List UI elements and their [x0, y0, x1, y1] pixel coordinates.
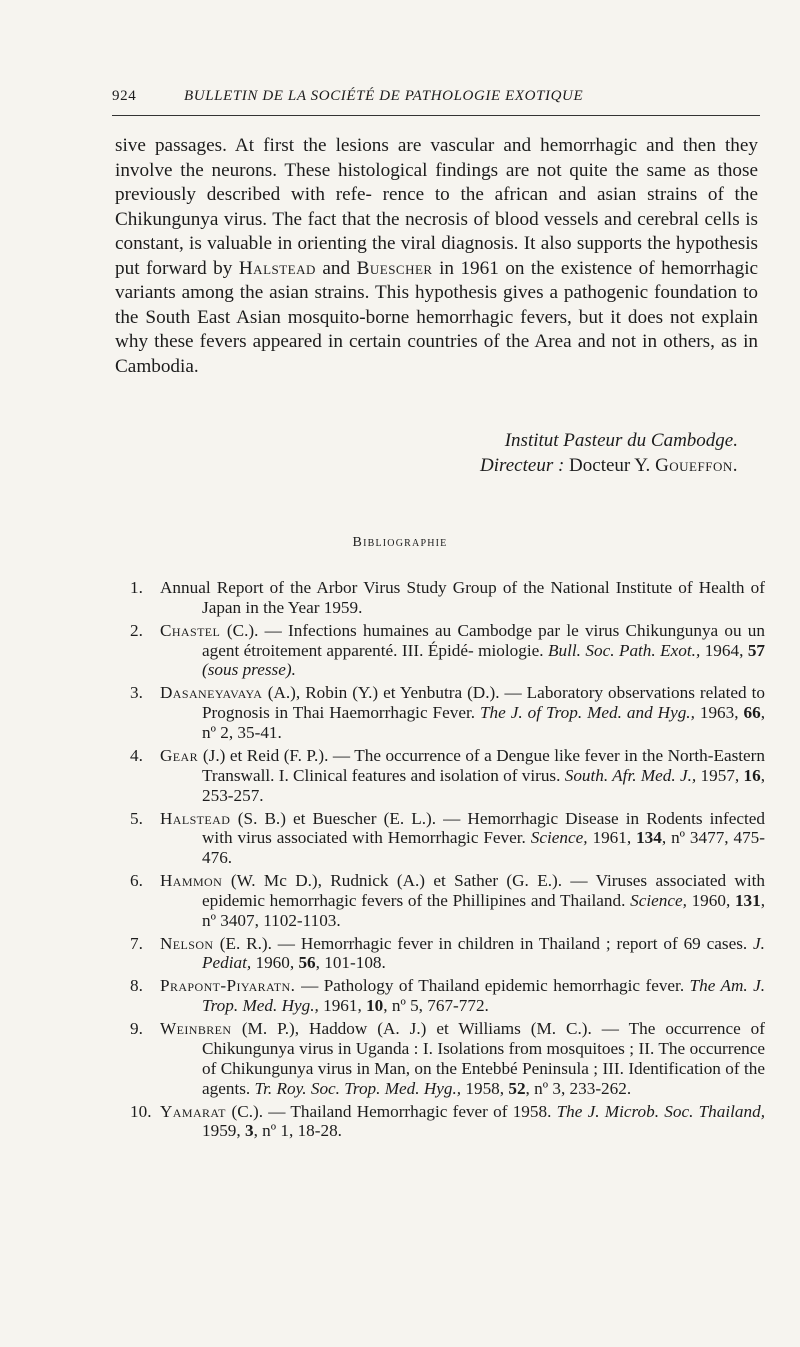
entry-content	[160, 746, 765, 805]
entry-authors: Hammon	[160, 871, 231, 891]
entry-volume: 52	[508, 1078, 526, 1098]
entry-journal: J. Pediat,	[202, 933, 765, 973]
entry-content	[160, 934, 765, 973]
entry-volume: 16	[743, 765, 761, 785]
entry-journal: The J. Microb. Soc. Thailand,	[556, 1101, 765, 1121]
entry-authors: Weinbren	[160, 1019, 242, 1039]
entry-content	[160, 1102, 765, 1141]
bibliography-entry	[110, 976, 765, 1016]
entry-volume: 57	[747, 640, 766, 660]
entry-authors: Chastel	[160, 620, 227, 640]
entry-number: 3.	[130, 683, 143, 703]
entry-volume: 10	[366, 996, 384, 1016]
entry-journal: South. Afr. Med. J.,	[564, 765, 701, 785]
entry-pages: , nº 1, 18-28.	[253, 1121, 342, 1141]
entry-authors: Halstead	[160, 808, 238, 828]
bibliography-entry	[110, 809, 765, 868]
bibliography-entry	[110, 1102, 765, 1142]
signature-person-name: Goueffon.	[655, 455, 738, 476]
entry-journal: Science,	[530, 828, 593, 848]
bibliography-entry	[110, 578, 765, 618]
entry-text: (W. Mc D.), Rudnick (A.) et Sather (G. E.). — Viruses associated with epidemic hemorrhagic fevers of the Phillipines and Thailand.	[202, 871, 765, 910]
entry-year: 1959,	[202, 1121, 245, 1141]
bibliography-entry	[110, 934, 765, 974]
entry-text: (C.). — Thailand Hemorrhagic fever of 1958.	[231, 1101, 557, 1121]
entry-year: 1964,	[704, 640, 748, 660]
entry-journal: The Am. J. Trop. Med. Hyg.,	[202, 976, 765, 1016]
entry-text: (S. B.) et Buescher (E. L.). — Hemorrhagic Disease in Rodents infected with virus associated with Hemorrhagic Fever.	[202, 808, 765, 848]
bibliography-entry	[110, 871, 765, 930]
entry-text: (C.). — Infections humaines au Cambodge par le virus Chikungunya ou un agent étroitement apparenté. III. Épidé- miologie.	[202, 620, 765, 660]
entry-content	[160, 621, 765, 680]
entry-number: 5.	[130, 808, 143, 828]
entry-year: 1960,	[691, 890, 735, 910]
signature-director	[480, 455, 738, 477]
entry-content	[160, 578, 765, 617]
author-name-buescher: Buescher	[356, 257, 433, 279]
entry-pages: , nº 3477, 475-476.	[202, 828, 766, 868]
bibliography-list	[110, 578, 765, 1144]
body-paragraph	[115, 134, 758, 379]
entry-text: Annual Report of the Arbor Virus Study Group of the National Institute of Health of Japan in the Year 1959.	[160, 578, 765, 617]
bibliography-entry	[110, 746, 765, 805]
entry-volume: 56	[298, 953, 316, 973]
entry-number: 2.	[130, 620, 143, 640]
entry-content	[160, 871, 765, 930]
entry-volume: 134	[636, 828, 662, 848]
entry-content	[160, 809, 765, 868]
entry-pages: , nº 2, 35-41.	[202, 703, 765, 742]
entry-content	[160, 976, 765, 1015]
entry-journal: Tr. Roy. Soc. Trop. Med. Hyg.,	[254, 1078, 466, 1098]
entry-number: 10.	[130, 1101, 152, 1121]
entry-pages: , nº 3, 233-262.	[525, 1078, 632, 1098]
entry-volume: 3	[244, 1121, 254, 1141]
entry-pages: , 253-257.	[202, 765, 765, 805]
entry-pages: , nº 5, 767-772.	[383, 996, 489, 1016]
entry-number: 6.	[130, 871, 143, 891]
entry-journal: Bull. Soc. Path. Exot.,	[547, 640, 705, 660]
bibliography-entry	[110, 1019, 765, 1098]
page-number: 924	[112, 88, 137, 104]
entry-number: 8.	[130, 976, 143, 996]
entry-volume: 131	[734, 890, 761, 910]
header-rule	[112, 115, 760, 116]
author-name-halstead: Halstead	[238, 257, 316, 279]
body-and: and	[322, 257, 351, 279]
bibliography-entry	[110, 683, 765, 742]
entry-authors: Nelson	[160, 933, 220, 953]
entry-number: 1.	[130, 578, 143, 597]
entry-authors: Prapont-Piyaratn.	[160, 976, 302, 996]
entry-number: 7.	[130, 933, 143, 953]
entry-year: 1961,	[592, 828, 637, 848]
body-text-part-1: sive passages. At first the lesions are vascular and hemorrhagic and then they involve the neurons. These histological findings are not quite the same as those previously described with refe- rence to the african and asian strains of the Chikungunya virus. The fact that the necrosis of blood vessels and cerebral cells is constant, is valuable in orienting the viral diagnosis. It also supports the hypothesis put forward by	[115, 135, 758, 279]
entry-year: 1957,	[700, 765, 744, 785]
entry-text: — Pathology of Thailand epidemic hemorrhagic fever.	[301, 976, 690, 996]
signature-person-title: Docteur Y.	[569, 455, 651, 476]
entry-content	[160, 1019, 765, 1097]
journal-title: BULLETIN DE LA SOCIÉTÉ DE PATHOLOGIE EXOTIQUE	[184, 88, 584, 104]
entry-journal: The J. of Trop. Med. and Hyg.,	[480, 703, 700, 723]
bibliography-title: Bibliographie	[352, 535, 448, 550]
entry-text: (E. R.). — Hemorrhagic fever in children in Thailand ; report of 69 cases.	[219, 933, 754, 953]
entry-status: (sous presse).	[202, 660, 296, 680]
signature-institute: Institut Pasteur du Cambodge.	[504, 430, 738, 451]
entry-year: 1960,	[255, 953, 299, 973]
entry-text: (J.) et Reid (F. P.). — The occurrence of a Dengue like fever in the North-Eastern Transwall. I. Clinical features and isolation of virus.	[202, 745, 765, 785]
entry-volume: 66	[743, 703, 761, 723]
entry-authors: Yamarat	[160, 1101, 232, 1121]
body-text-part-2: in 1961 on the existence of hemorrhagic variants among the asian strains. This hypothesis gives a pathogenic foundation to the South East Asian mosquito-borne hemorrhagic fevers, but it does not explain why these fevers appeared in certain countries of the Area and not in others, as in Cambodia.	[115, 257, 759, 377]
entry-text: (A.), Robin (Y.) et Yenbutra (D.). — Laboratory observations related to Prognosis in Thai Haemorrhagic Fever.	[202, 683, 765, 723]
entry-pages: , nº 3407, 1102-1103.	[202, 890, 766, 930]
entry-pages: , 101-108.	[315, 953, 386, 973]
signature-role: Directeur :	[480, 455, 565, 476]
entry-journal: Science,	[630, 890, 692, 910]
entry-authors: Gear	[160, 745, 203, 765]
entry-text: (M. P.), Haddow (A. J.) et Williams (M. C.). — The occurrence of Chikungunya virus in Uganda : I. Isolations from mosquitoes ; II. The occurrence of Chikungunya virus in Man, on the Entebbé Peninsula ; III. Identification of the agents.	[202, 1019, 766, 1098]
entry-content	[160, 683, 765, 742]
entry-authors: Dasaneyavaya	[160, 683, 268, 703]
entry-number: 4.	[130, 745, 143, 765]
entry-number: 9.	[130, 1019, 143, 1039]
entry-year: 1958,	[465, 1078, 509, 1098]
entry-year: 1963,	[699, 703, 744, 723]
bibliography-entry	[110, 621, 765, 680]
entry-year: 1961,	[323, 996, 367, 1016]
